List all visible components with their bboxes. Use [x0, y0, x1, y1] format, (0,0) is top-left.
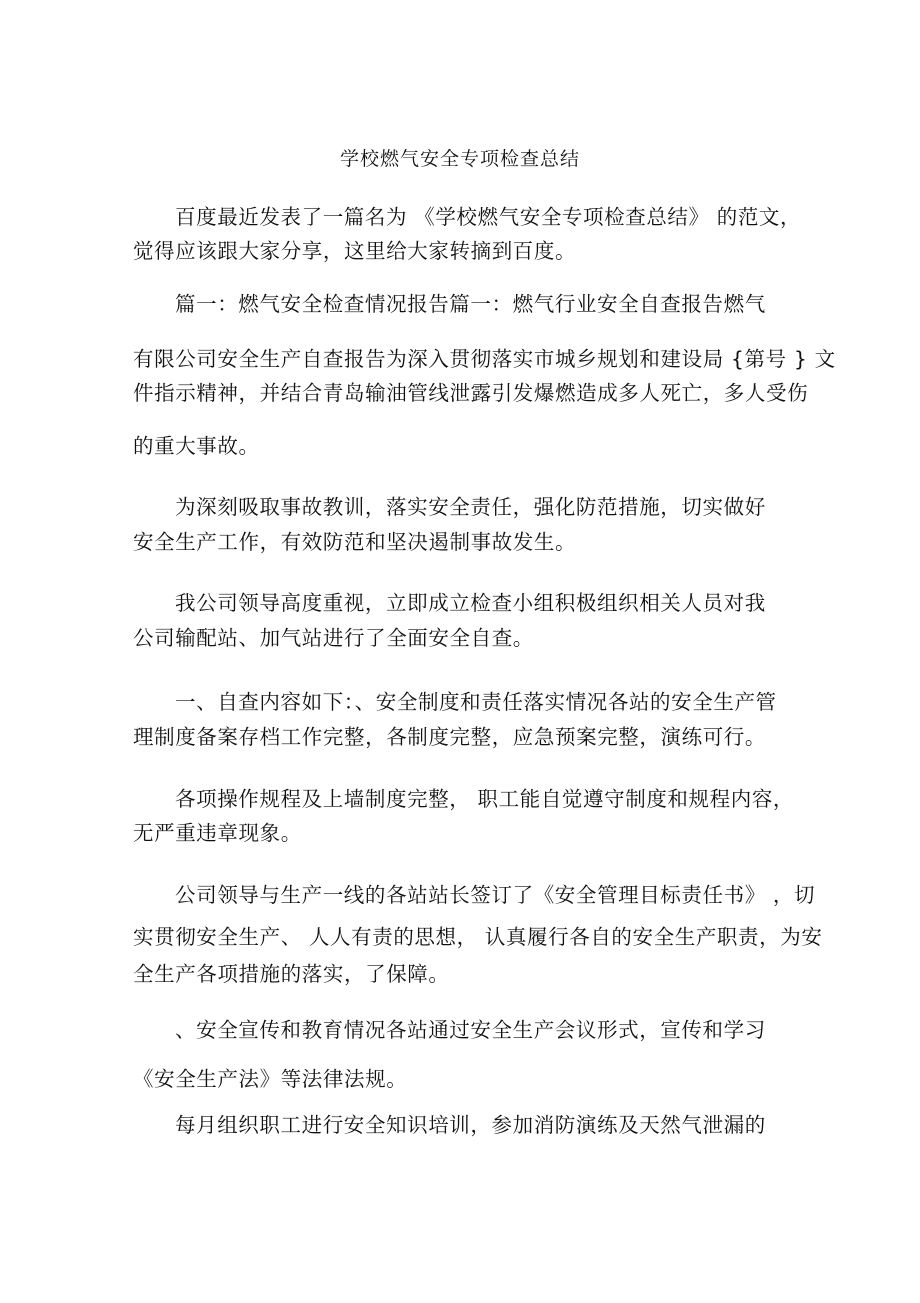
text-line: 为深刻吸取事故教训，落实安全责任，强化防范措施，切实做好 [175, 495, 766, 519]
text-line: 有限公司安全生产自查报告为深入贯彻落实市城乡规划和建设局 {第号 } 文 [133, 347, 836, 371]
text-line: 公司领导与生产一线的各站站长签订了《安全管理目标责任书》 ，切 [175, 883, 816, 907]
text-line: 、安全宣传和教育情况各站通过安全生产会议形式，宣传和学习 [175, 1018, 766, 1042]
text-line: 的重大事故。 [133, 434, 260, 458]
text-line: 百度最近发表了一篇名为 《学校燃气安全专项检查总结》 的范文， [175, 205, 802, 229]
text-line: 全生产各项措施的落实，了保障。 [133, 962, 450, 986]
text-line: 件指示精神，并结合青岛输油管线泄露引发爆燃造成多人死亡，多人受伤 [133, 381, 809, 405]
text-line: 我公司领导高度重视，立即成立检查小组积极组织相关人员对我 [175, 591, 766, 615]
text-line: 理制度备案存档工作完整，各制度完整，应急预案完整，演练可行。 [133, 725, 766, 749]
text-line: 一、自查内容如下：、安全制度和责任落实情况各站的安全生产管 [175, 690, 777, 714]
text-line: 每月组织职工进行安全知识培训，参加消防演练及天然气泄漏的 [175, 1113, 766, 1137]
text-line: 《安全生产法》等法律法规。 [133, 1067, 408, 1091]
document-title: 学校燃气安全专项检查总结 [339, 148, 580, 170]
text-line: 各项操作规程及上墙制度完整， 职工能自觉遵守制度和规程内容， [175, 787, 795, 811]
text-line: 安全生产工作，有效防范和坚决遏制事故发生。 [133, 530, 577, 554]
text-line: 觉得应该跟大家分享，这里给大家转摘到百度。 [133, 239, 577, 263]
text-line: 实贯彻安全生产、 人人有责的思想， 认真履行各自的安全生产职责，为安 [133, 925, 823, 949]
text-line: 无严重违章现象。 [133, 821, 302, 845]
text-line: 篇一：燃气安全检查情况报告篇一：燃气行业安全自查报告燃气 [175, 292, 766, 316]
text-line: 公司输配站、加气站进行了全面安全自查。 [133, 626, 534, 650]
